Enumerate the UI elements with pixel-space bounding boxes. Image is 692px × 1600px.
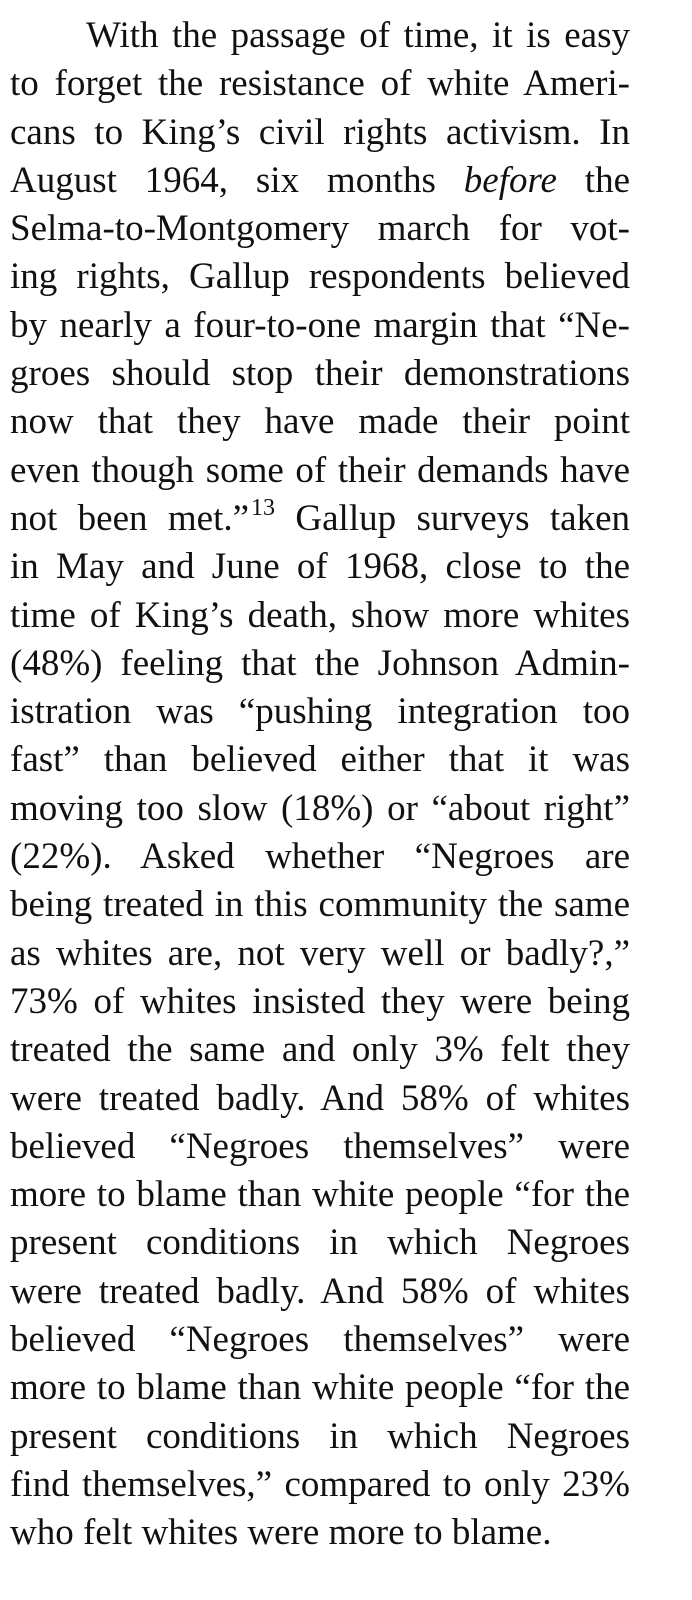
text-line: cans to King’s civil rights activism. In (10, 111, 630, 153)
text-line (10, 495, 630, 543)
text-line: more to blame than white people “for the (10, 1174, 630, 1216)
text-line: believed “Negroes themselves” were (10, 1125, 630, 1167)
text-line: present conditions in which Negroes (10, 1222, 630, 1264)
text-line: (22%). Asked whether “Negroes are (10, 836, 630, 878)
text-segment: the (556, 159, 630, 201)
text-line: believed “Negroes themselves” were (10, 1319, 630, 1361)
emphasis-text: before (463, 159, 557, 201)
text-line: find themselves,” compared to only 23% (10, 1463, 630, 1505)
text-line: being treated in this community the same (10, 884, 630, 926)
text-line: ing rights, Gallup respondents believed (10, 256, 630, 298)
footnote-marker: 13 (251, 495, 276, 522)
text-segment: August 1964, six months (10, 159, 464, 201)
text-line: more to blame than white people “for the (10, 1367, 630, 1409)
text-line: With the passage of time, it is easy (86, 15, 630, 56)
text-line (10, 157, 630, 205)
text-line: were treated badly. And 58% of whites (10, 1270, 630, 1312)
text-segment: Gallup surveys taken (275, 497, 631, 539)
text-line: in May and June of 1968, close to the (10, 546, 630, 588)
text-line: (48%) feeling that the Johnson Admin- (10, 642, 630, 684)
text-line: fast” than believed either that it was (10, 739, 630, 781)
text-line: istration was “pushing integration too (10, 691, 630, 733)
text-line: Selma-to-Montgomery march for vot- (10, 208, 630, 250)
text-line: by nearly a four-to-one margin that “Ne- (10, 304, 630, 346)
text-line: present conditions in which Negroes (10, 1415, 630, 1457)
text-line: time of King’s death, show more whites (10, 594, 630, 636)
text-line: treated the same and only 3% felt they (10, 1029, 630, 1071)
text-line: were treated badly. And 58% of whites (10, 1077, 630, 1119)
text-line: as whites are, not very well or badly?,” (10, 932, 630, 974)
text-line: to forget the resistance of white Ameri- (10, 63, 630, 105)
text-line: moving too slow (18%) or “about right” (10, 787, 630, 829)
document-body (10, 12, 630, 1558)
text-line: even though some of their demands have (10, 449, 630, 491)
text-line: groes should stop their demonstrations (10, 353, 630, 395)
text-line: 73% of whites insisted they were being (10, 980, 630, 1022)
text-line: now that they have made their point (10, 401, 630, 443)
text-line: who felt whites were more to blame. (10, 1512, 552, 1554)
text-segment: not been met.” (10, 497, 250, 539)
